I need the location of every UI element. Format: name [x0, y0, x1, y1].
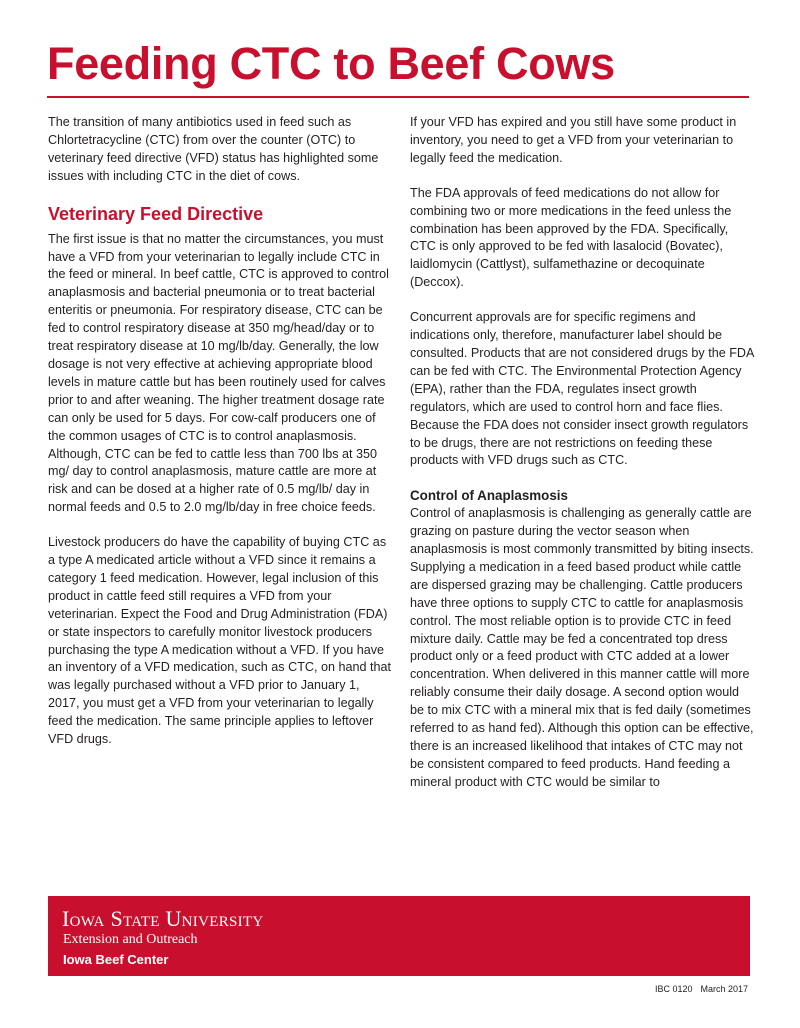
university-wordmark [62, 906, 264, 932]
right-paragraph-2: The FDA approvals of feed medications do not allow for combining two or more medications in the feed unless the combination has been approved by the FDA. Specifically, CTC is only approved to be fed with lasalocid (Bovatec), laidlomycin (Cattlyst), sulfamethazine or decoquinate (Deccox). [410, 185, 732, 290]
publication-code: IBC 0120 [654, 984, 693, 994]
center-label: Iowa Beef Center [63, 952, 169, 967]
intro-paragraph: The transition of many antibiotics used in feed such as Chlortetracycline (CTC) from over the counter (OTC) to veterinary feed directive (VFD) status has highlighted some issues with including CTC in the diet of cows. [48, 115, 379, 183]
section-heading-vfd: Veterinary Feed Directive [48, 203, 264, 224]
document-title: Feeding CTC to Beef Cows [47, 38, 615, 89]
university-name: Iowa State University [62, 906, 264, 931]
right-column [410, 114, 754, 809]
left-column [48, 114, 392, 766]
right-paragraph-1: If your VFD has expired and you still have some product in inventory, you need to get a VFD from your veterinarian to legally feed the medication. [410, 115, 737, 165]
vfd-paragraph-2: Livestock producers do have the capability of buying CTC as a type A medicated article without a VFD since it remains a category 1 feed medication. However, legal inclusion of this product in cattle feed still requires a VFD from your veterinarian. Expect the Food and Drug Administration (FDA) or state inspectors to carefully monitor livestock producers purchasing the type A medication without a VFD. If you have an inventory of a VFD medication, such as CTC, on hand that was legally purchased without a VFD prior to January 1, 2017, you must get a VFD from your veterinarian to legally feed the medication. The same principle applies to leftover VFD drugs. [48, 535, 392, 747]
isu-banner [48, 896, 750, 976]
title-divider [47, 96, 749, 98]
publication-date: March 2017 [700, 984, 748, 994]
section-heading-anaplasmosis: Control of Anaplasmosis [410, 488, 568, 504]
vfd-paragraph-1: The first issue is that no matter the circumstances, you must have a VFD from your veterinarian to legally include CTC in the feed or mineral. In beef cattle, CTC is approved to control anaplasmosis and bacterial pneumonia or to treat bacterial enteritis or pneumonia. For respiratory disease, CTC can be fed to control respiratory disease at 350 mg/head/day or to treat respiratory disease at 10 mg/lb/day. Generally, the low dosage is not very effective at achieving appropriate blood levels in mature cattle but has been routinely used for calves prior to and after weaning. The higher treatment dosage rate can only be used for 5 days. For cow-calf producers one of the common usages of CTC is to control anaplasmosis. Although, CTC can be fed to cattle less than 700 lbs at 350 mg/ day to control anaplasmosis, mature cattle are more at risk and can be dosed at a higher rate of 0.5 mg/lb/ day in normal feeds and 0.5 to 2.0 mg/lb/day in free choice feeds. [48, 231, 389, 515]
right-paragraph-3: Concurrent approvals are for specific regimens and indications only, therefore, manufacturer label should be consulted. Products that are not considered drugs by the FDA can be fed with CTC. The Environmental Protection Agency (EPA), rather than the FDA, regulates insect growth regulators, which are used to control horn and face flies. Because the FDA does not consider insect growth regulators to be drugs, there are not restrictions on feeding these products with VFD drugs such as CTC. [410, 310, 754, 468]
publication-footer [655, 984, 748, 994]
anaplasmosis-paragraph: Control of anaplasmosis is challenging as generally cattle are grazing on pasture during the vector season when anaplasmosis is most commonly transmitted by biting insects. Supplying a medication in a feed based product while cattle are dispersed grazing may be challenging. Cattle producers have three options to supply CTC to cattle for anaplasmosis control. The most reliable option is to provide CTC in feed mixture daily. Cattle may be fed a concentrated top dress product only or a feed product with CTC added at a lower concentration. When delivered in this manner cattle will more reliably consume their daily dosage. A second option would be to mix CTC with a mineral mix that is fed daily (sometimes referred to as hand fed). Although this option can be effective, there is an increased likelihood that intakes of CTC may not be consistent compared to feed products. Hand feeding a mineral product with CTC would be similar to [410, 506, 754, 789]
extension-label: Extension and Outreach [63, 932, 198, 947]
